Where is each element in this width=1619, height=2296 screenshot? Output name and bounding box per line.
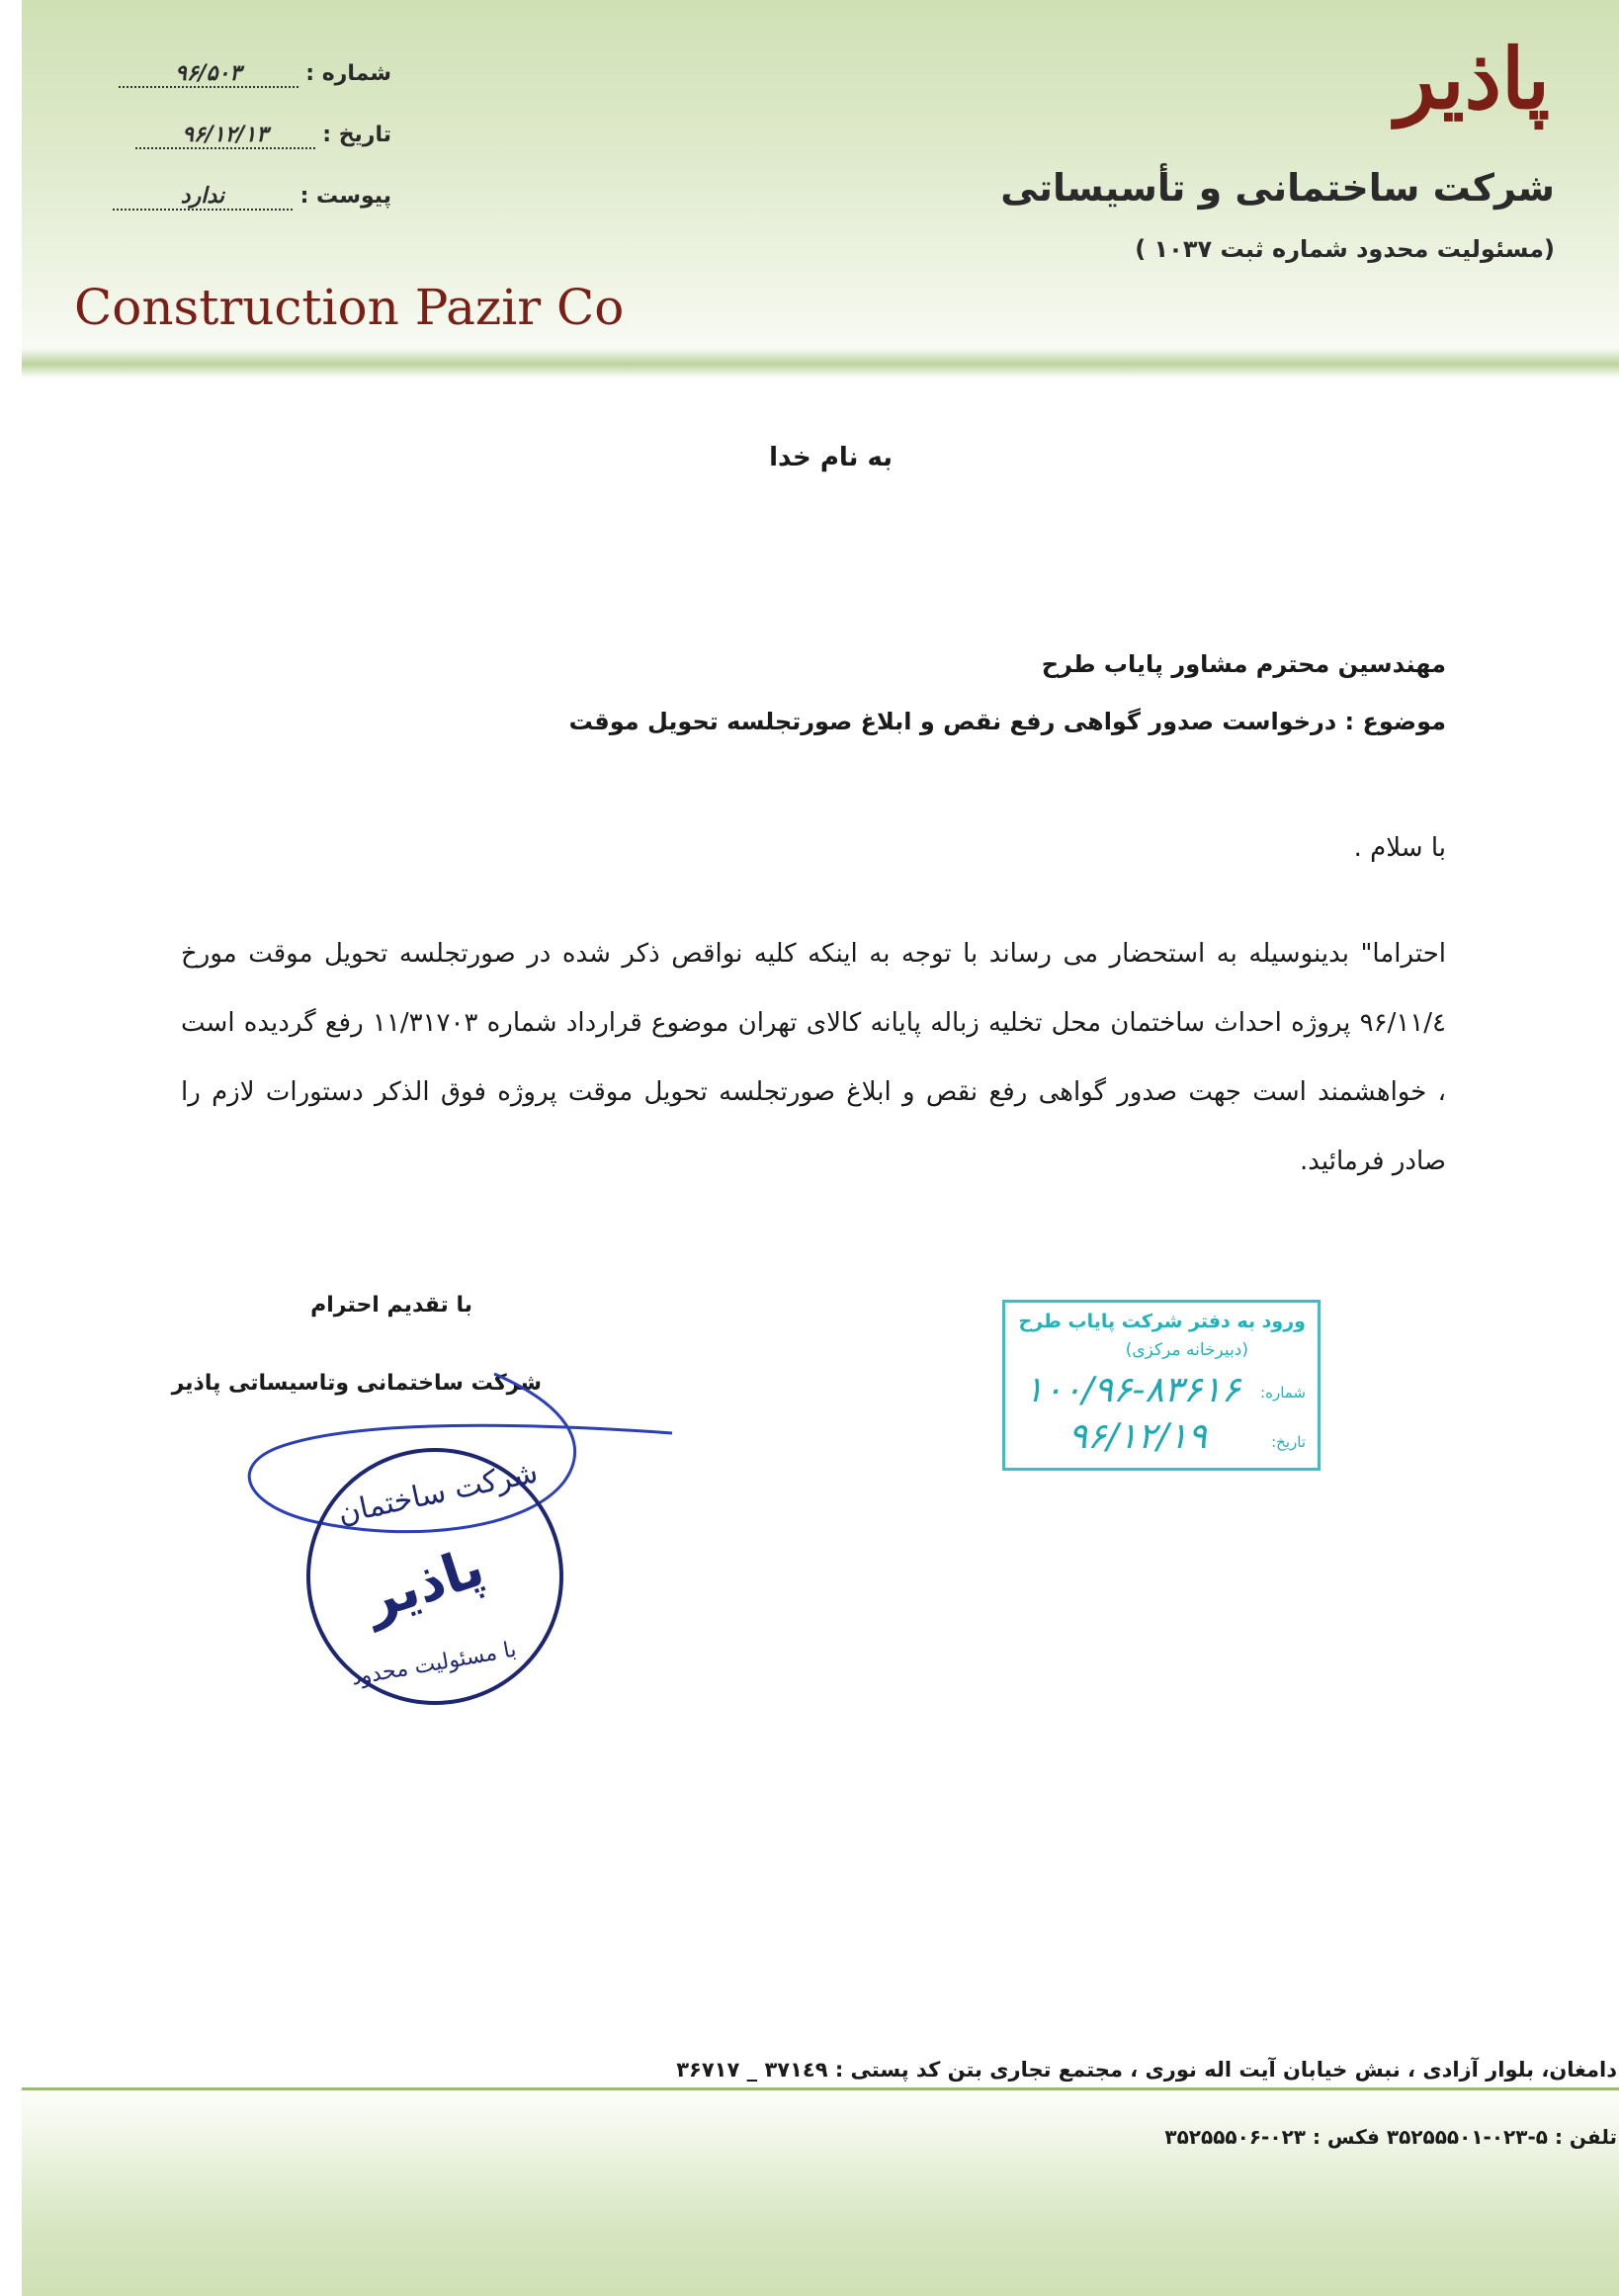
stamp-subtitle: (دبیرخانه مرکزی) [1125,1340,1248,1360]
footer-band [22,2081,1619,2296]
letter-attachment-label: پیوست : [299,184,391,209]
letter-attachment-row [113,184,391,211]
stamp-number-value: ۱۰۰/۹۶-۸۳۶۱۶ [1024,1370,1240,1410]
company-name-en: Construction Pazir Co [74,279,625,336]
letter-number-row [119,61,391,88]
footer-address: دامغان، بلوار آزادی ، نبش خیابان آیت اله نوری ، مجتمع تجاری بتن کد پستی : ۳۷۱٤۹ _ ۳۶۷۱۷ [676,2058,1617,2082]
bismillah-heading: به نام خدا [769,443,893,472]
letter-number-label: شماره : [305,61,391,86]
letter-number-value: ۹۶/۵۰۳ [119,61,298,88]
company-seal-signature [208,1364,702,1720]
footer-phone-fax: تلفن : ۵-۰۲۳-۳۵۲۵۵۵۰۱ فکس : ۰۲۳-۳۵۲۵۵۵۰۶ [1164,2125,1617,2149]
company-name-fa: شرکت ساختمانی و تأسیساتی [1000,166,1555,210]
subject-line: موضوع : درخواست صدور گواهی رفع نقص و ابلاغ صورتجلسه تحویل موقت [568,708,1446,735]
received-stamp [1002,1300,1321,1471]
closing-line: با تقدیم احترام [310,1293,472,1318]
stamp-date-value: ۹۶/۱۲/۱۹ [1067,1416,1207,1457]
recipient-line: مهندسین محترم مشاور پایاب طرح [1041,650,1446,678]
stamp-date-label: تاریخ: [1271,1433,1306,1451]
letter-date-row [135,123,391,149]
letter-body: احتراما" بدینوسیله به استحضار می رساند با توجه به اینکه کلیه نواقص ذکر شده در صورتجلسه تحویل موقت مورخ ۹۶/۱۱/٤ پروژه احداث ساختمان محل تخلیه زباله پایانه کالای تهران موضوع قرارداد شماره ۱۱/۳۱۷۰۳ رفع گردیده است ، خواهشمند است جهت صدور گواهی رفع نقص و ابلاغ صورتجلسه تحویل موقت پروژه فوق الذکر دستورات لازم را صادر فرمائید. [181,939,1447,1176]
company-registration: (مسئولیت محدود شماره ثبت ۱۰۳۷ ) [1135,235,1555,263]
brand-title: پاذیر [1395,30,1550,128]
footer-divider [22,2087,1619,2090]
letter-date-value: ۹۶/۱۲/۱۳ [135,123,315,149]
signer-name: شرکت ساختمانی وتاسیساتی پاذیر [171,1371,542,1396]
greeting-line: با سلام . [1353,833,1446,863]
seal-text-center: پاذیر [357,1535,492,1633]
stamp-title: ورود به دفتر شرکت پایاب طرح [1018,1311,1306,1332]
seal-text-top: شرکت ساختمان [334,1455,542,1532]
seal-text-bottom: با مسئولیت محدود [349,1637,519,1691]
stamp-number-label: شماره: [1260,1384,1306,1402]
letter-date-label: تاریخ : [322,123,391,147]
letter-attachment-value: ندارد [113,184,293,211]
